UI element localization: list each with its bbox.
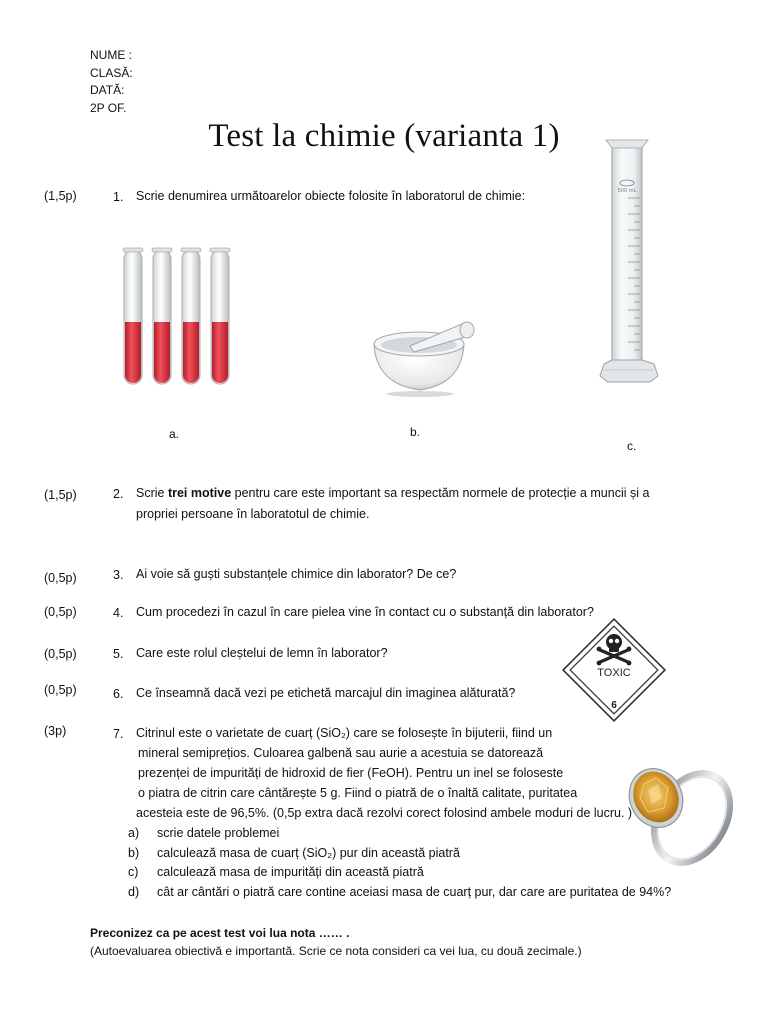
q7-subitems xyxy=(128,824,671,902)
q7-number: 7. xyxy=(113,727,124,741)
toxic-hazard-label xyxy=(556,612,672,728)
q7-line: Citrinul este o varietate de cuarț (SiO₂) care se folosește în bijuterii, fiind un xyxy=(136,726,553,740)
test-tubes-image xyxy=(118,244,242,390)
q2-text-line2: propriei persoane în laboratotul de chimie. xyxy=(136,507,370,521)
toxic-text: TOXIC xyxy=(597,667,631,679)
student-header xyxy=(90,47,133,117)
test-tube xyxy=(210,248,230,384)
q6-points: (0,5p) xyxy=(44,683,77,697)
list-item: d) cât ar cântări o piatră care contine aceiasi masa de cuarț pur, dar care are puritatea de 94%? xyxy=(128,884,672,899)
cylinder-brand: 500 mL xyxy=(617,188,637,194)
test-tube xyxy=(181,248,201,384)
name-field-label: NUME : xyxy=(90,48,132,62)
self-evaluation-instructions: (Autoevaluarea obiectivă e importantă. Scrie ce nota consideri ca vei lua, cu două zecimale.) xyxy=(90,944,582,958)
test-tube xyxy=(123,248,143,384)
teacher-field-label: 2P OF. xyxy=(90,100,127,115)
q1-number: 1. xyxy=(113,190,124,204)
q5-number: 5. xyxy=(113,647,124,661)
list-item: c) calculează masa de impurități din această piatră xyxy=(128,865,424,879)
graduated-cylinder-image xyxy=(594,138,664,384)
q1-text: Scrie denumirea următoarelor obiecte folosite în laboratorul de chimie: xyxy=(136,189,526,203)
q7-line: acesteia este de 96,5%. (0,5p extra dacă rezolvi corect folosind ambele moduri de lucru. ) xyxy=(136,806,633,820)
date-field-label: DATĂ: xyxy=(90,83,125,97)
q2-emphasis: trei motive xyxy=(167,486,232,500)
q5-points: (0,5p) xyxy=(44,647,77,661)
figure-label-b: b. xyxy=(410,425,421,439)
q4-text: Cum procedezi în cazul în care pielea vine în contact cu o substanță din laborator? xyxy=(136,605,594,619)
list-item: b) calculează masa de cuarț (SiO₂) pur din această piatră xyxy=(128,845,460,860)
q3-number: 3. xyxy=(113,568,124,582)
q4-number: 4. xyxy=(113,606,124,620)
q3-text: Ai voie să guști substanțele chimice din laborator? De ce? xyxy=(136,567,457,581)
figure-label-c: c. xyxy=(627,439,637,453)
citrine-ring-image xyxy=(626,754,734,872)
q7-line: mineral semiprețios. Culoarea galbenă sau aurie a acestuia se datorează xyxy=(138,746,544,760)
q3-points: (0,5p) xyxy=(44,571,77,585)
q2-text: Scrie trei motive pentru care este important sa respectăm normele de protecție a muncii și a xyxy=(136,486,650,500)
class-field-label: CLASĂ: xyxy=(90,65,133,80)
q2-number: 2. xyxy=(113,487,124,501)
q5-text: Care este rolul cleștelui de lemn în laborator? xyxy=(136,646,388,660)
self-evaluation-note xyxy=(90,924,582,960)
hazard-class-number: 6 xyxy=(611,700,617,711)
mortar-and-pestle-image xyxy=(370,314,478,398)
q7-line: o piatra de citrin care cântărește 5 g. Fiind o piatră de o înaltă calitate, puritatea xyxy=(138,786,578,800)
figure-label-a: a. xyxy=(169,427,180,441)
q7-points: (3p) xyxy=(44,724,67,738)
q6-number: 6. xyxy=(113,687,124,701)
grade-prediction: Preconizez ca pe acest test voi lua nota …… . xyxy=(90,926,350,940)
q4-points: (0,5p) xyxy=(44,605,77,619)
q2-points: (1,5p) xyxy=(44,488,77,502)
q6-text: Ce înseamnă dacă vezi pe etichetă marcajul din imaginea alăturată? xyxy=(136,686,516,700)
list-item: a) scrie datele problemei xyxy=(128,826,280,840)
page-title: Test la chimie (varianta 1) xyxy=(208,118,560,154)
q7-line: prezenței de impurități de hidroxid de fier (FeOH). Pentru un inel se foloseste xyxy=(138,766,564,780)
test-tube xyxy=(152,248,172,384)
q1-points: (1,5p) xyxy=(44,189,77,203)
